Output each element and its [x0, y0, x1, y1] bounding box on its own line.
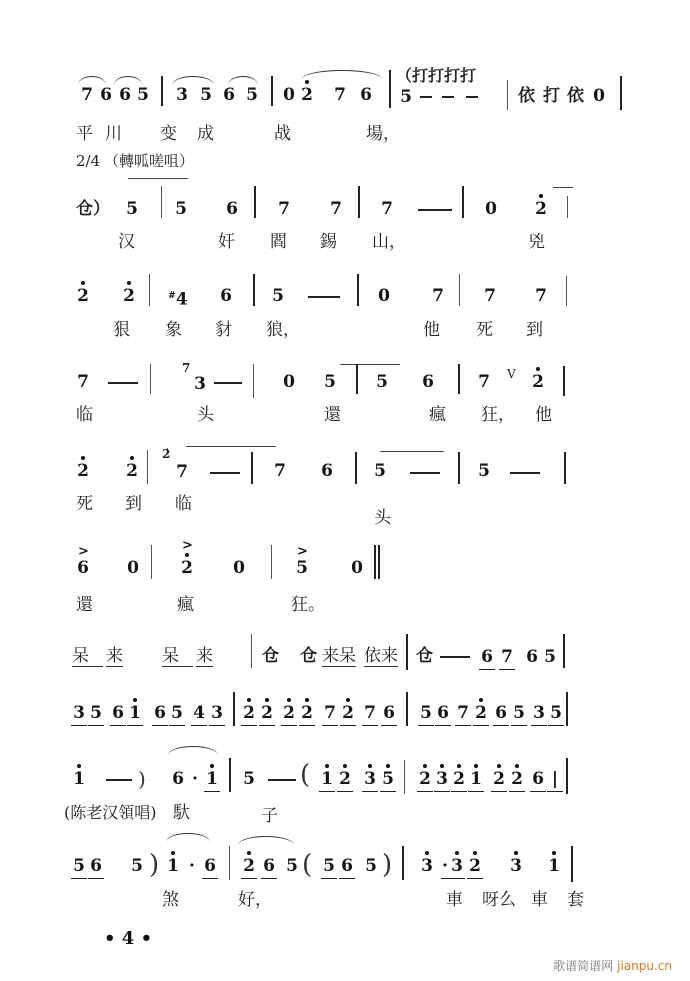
lyric: 場，: [366, 124, 400, 144]
percussion-syllable: 仓: [300, 646, 317, 666]
note: 6: [360, 85, 372, 105]
note-high: 1: [167, 856, 179, 876]
lyric: 汉: [118, 232, 135, 252]
barline: [151, 545, 152, 579]
barline: [406, 634, 408, 670]
lyric: 好，: [238, 890, 272, 910]
dot-augmentation: ·: [442, 856, 448, 876]
note: 0: [127, 558, 139, 578]
note: 6: [226, 199, 238, 219]
time-signature: 2/4: [76, 152, 101, 170]
note: 0: [485, 199, 497, 219]
note-high: 2: [532, 372, 544, 392]
note-high: 1: [206, 769, 218, 789]
extension-dash: [466, 96, 478, 98]
note-high: 2: [126, 461, 138, 481]
extension-dash: [440, 656, 470, 658]
note: 3: [211, 703, 223, 723]
final-barline: [374, 545, 376, 579]
note-high: 2: [535, 199, 547, 219]
extension-dash: [108, 382, 138, 384]
lyric: 平: [76, 124, 93, 144]
tie: [186, 446, 276, 447]
note-high: 1: [548, 856, 560, 876]
tie: [340, 364, 400, 365]
note: 5: [544, 647, 556, 667]
note: 6: [481, 647, 493, 667]
note: 7: [484, 286, 496, 306]
extension-dash: [210, 472, 240, 474]
lyric: 狼，: [266, 320, 300, 340]
extension-dash: [418, 209, 452, 211]
barline: [254, 186, 256, 218]
dot-augmentation: ·: [192, 769, 198, 789]
note-high: 2: [123, 286, 135, 306]
lyric: 豺: [215, 320, 232, 340]
percussion-syllable: 仓: [262, 646, 279, 666]
lyric: 瘋: [177, 595, 194, 615]
lyric: 头: [374, 508, 391, 528]
note: 0: [351, 558, 363, 578]
lyric: 子: [261, 806, 278, 826]
note: 2: [493, 769, 505, 789]
note: 7: [278, 199, 290, 219]
lyric: 還: [76, 595, 93, 615]
note: 6: [119, 85, 131, 105]
note: 6: [495, 703, 507, 723]
percussion-syllables: （打打打打: [396, 66, 477, 85]
note-high: 2: [243, 856, 255, 876]
barline: [458, 452, 460, 484]
barline: [406, 692, 408, 726]
note: 7: [432, 286, 444, 306]
note: 5: [296, 558, 308, 578]
note: 7: [81, 85, 93, 105]
note-high: 2: [342, 703, 354, 723]
note: 5: [400, 87, 412, 107]
percussion-note: （轉呱嗟咀）: [104, 152, 195, 170]
note: 6: [77, 558, 89, 578]
note: 6: [321, 461, 333, 481]
lyric: 死: [76, 494, 93, 514]
slur: [168, 746, 218, 755]
note: 7: [478, 372, 490, 392]
lyric: 錫: [320, 232, 337, 252]
barline: [253, 364, 254, 398]
slur: [302, 70, 382, 79]
barline: [251, 452, 253, 484]
note: 0: [283, 372, 295, 392]
note: 7: [274, 461, 286, 481]
note: 0: [283, 85, 295, 105]
note-high: 2: [77, 461, 89, 481]
lyric: 兇: [528, 232, 545, 252]
barline: [233, 692, 235, 726]
note-high: 2: [419, 769, 431, 789]
note: 2: [301, 85, 313, 105]
barline: [253, 274, 255, 306]
note: 0: [378, 286, 390, 306]
percussion-syllable: 来: [106, 646, 123, 666]
dot-augmentation: ·: [189, 856, 195, 876]
note-with-grace: 7: [176, 462, 188, 482]
barline: [507, 80, 508, 110]
note-high: 2: [339, 769, 351, 789]
paren-close: ): [138, 767, 146, 791]
note: 3: [176, 85, 188, 105]
note-high: 2: [511, 769, 523, 789]
barline: [402, 846, 404, 880]
lyric: 头: [197, 405, 214, 425]
slur: [238, 836, 294, 845]
note: 6: [223, 85, 235, 105]
note: 5: [478, 461, 490, 481]
lyric: 山，: [372, 232, 406, 252]
note: 6: [422, 372, 434, 392]
barline: [566, 758, 568, 794]
note: 5: [131, 856, 143, 876]
barline: [458, 364, 460, 394]
note: |: [548, 769, 562, 789]
page-number: • 4 •: [104, 928, 153, 949]
extension-dash: [308, 296, 340, 298]
lyric: 战: [274, 124, 291, 144]
percussion-syllable: 呆: [72, 646, 103, 667]
note: 5: [376, 372, 388, 392]
barline: [149, 274, 150, 306]
note: 5: [324, 372, 336, 392]
note: 6: [154, 703, 166, 723]
note-high: 1: [321, 769, 333, 789]
note-high: 2: [453, 769, 465, 789]
note: 3: [533, 703, 545, 723]
note: 7: [381, 199, 393, 219]
note: 0: [233, 558, 245, 578]
note: 7: [457, 703, 469, 723]
percussion-syllable: 来呆: [322, 646, 356, 666]
note-high: 1: [129, 703, 141, 723]
note: 4: [193, 703, 205, 723]
note-with-grace: 3: [194, 374, 206, 394]
note-high: 2: [77, 286, 89, 306]
note: 7: [334, 85, 346, 105]
barline: [357, 274, 359, 306]
barline: [620, 76, 622, 110]
note: 5: [126, 199, 138, 219]
note: 7: [501, 647, 513, 667]
note: 5: [272, 286, 284, 306]
paren-open: (: [302, 850, 313, 880]
watermark-site-name: 歌谱简谱网: [553, 959, 614, 973]
note-high: 2: [181, 558, 193, 578]
note-high: 1: [470, 769, 482, 789]
lyric: 狠: [113, 320, 130, 340]
note: 6: [263, 856, 275, 876]
note: 6: [383, 703, 395, 723]
lyric: 他: [423, 320, 440, 340]
note: 5: [243, 769, 255, 789]
note: 5: [200, 85, 212, 105]
lyric: 象: [165, 320, 182, 340]
note: 6: [90, 856, 102, 876]
note-high: 2: [301, 703, 313, 723]
note: 5: [175, 199, 187, 219]
note-high: 2: [475, 703, 487, 723]
breath-mark: V: [507, 367, 516, 381]
percussion-syllable: 来: [196, 646, 213, 666]
note-high: 3: [510, 856, 522, 876]
note: 7: [364, 703, 376, 723]
barline: [566, 276, 567, 306]
lyric: 馱: [173, 803, 190, 823]
tie: [128, 178, 188, 179]
barline: [459, 274, 460, 306]
extension-dash: [420, 96, 432, 98]
note: 6: [526, 647, 538, 667]
barline: [229, 846, 230, 880]
note: 0: [593, 86, 605, 106]
lyric: 奸: [218, 232, 235, 252]
lyric: 他: [535, 405, 552, 425]
percussion-syllable: 呆: [162, 646, 193, 667]
lyric: 煞: [162, 890, 179, 910]
barline: [150, 364, 151, 394]
slur: [172, 76, 214, 85]
barline: [567, 196, 568, 218]
lyric: 变: [160, 124, 177, 144]
note: 6: [532, 769, 544, 789]
accent-mark: >: [78, 544, 89, 559]
barline: [251, 634, 252, 668]
paren-close: ): [382, 850, 393, 880]
barline: [563, 634, 565, 668]
note: 5: [90, 703, 102, 723]
slur: [228, 76, 258, 85]
barline: [356, 364, 358, 394]
note: 6: [172, 769, 184, 789]
note: 3: [73, 703, 85, 723]
lyric: 套: [567, 890, 584, 910]
percussion-prefix: 仓）: [76, 199, 110, 219]
lyric: 狂。: [291, 595, 325, 615]
lyric: 临: [76, 405, 93, 425]
note: 6: [341, 856, 353, 876]
lyric: 狂，: [481, 405, 515, 425]
lyric: 死: [476, 320, 493, 340]
note: 7: [330, 199, 342, 219]
note: 6: [100, 85, 112, 105]
slur: [166, 833, 210, 842]
note-high: 3: [421, 856, 433, 876]
lyric: 到: [526, 320, 543, 340]
watermark-domain: jianpu.cn: [617, 959, 672, 973]
barline: [563, 366, 565, 396]
lyric: 成: [197, 124, 214, 144]
note: 5: [73, 856, 85, 876]
barline: [571, 846, 573, 882]
note-sharp: #4: [168, 289, 188, 310]
extension-dash: [214, 382, 242, 384]
paren-open: (: [300, 760, 311, 790]
percussion-syllable: 依来: [364, 646, 398, 666]
percussion-syllable: 依: [518, 86, 535, 106]
extension-dash: [106, 779, 132, 781]
note: 5: [420, 703, 432, 723]
extension-dash: [268, 779, 296, 781]
extension-dash: [510, 472, 540, 474]
lyric-prefix: (陈老汉領唱): [64, 803, 157, 822]
note-high: 2: [283, 703, 295, 723]
barline: [566, 692, 568, 726]
barline: [564, 452, 566, 484]
note: 5: [513, 703, 525, 723]
note: 6: [112, 703, 124, 723]
extension-dash: [410, 472, 440, 474]
barline: [229, 758, 231, 792]
note: 5: [550, 703, 562, 723]
note: 5: [365, 856, 377, 876]
grace-note: 2̇: [162, 447, 171, 461]
note: 5: [374, 461, 386, 481]
extension-dash: [442, 96, 454, 98]
percussion-syllable: 依: [567, 86, 584, 106]
accent-mark: >: [182, 538, 193, 553]
note: 6: [220, 286, 232, 306]
barline: [389, 70, 391, 108]
note: 5: [137, 85, 149, 105]
note: 6: [204, 856, 216, 876]
lyric: 車: [531, 890, 548, 910]
lyric: 临: [175, 494, 192, 514]
note-high: 3: [451, 856, 463, 876]
note: 6: [437, 703, 449, 723]
note-high: 2: [469, 856, 481, 876]
note: 5: [246, 85, 258, 105]
slur: [114, 76, 142, 85]
note: 7: [77, 372, 89, 392]
watermark: [553, 957, 672, 974]
barline: [161, 186, 162, 218]
barline: [358, 186, 360, 218]
percussion-syllable: 仓: [416, 646, 433, 666]
note-high: 2: [243, 703, 255, 723]
barline: [462, 186, 464, 218]
lyric: 到: [125, 494, 142, 514]
lyric: 閻: [270, 232, 287, 252]
lyric: 瘋: [429, 405, 446, 425]
tie: [380, 451, 444, 452]
final-barline: [378, 545, 380, 579]
note-high: 3: [436, 769, 448, 789]
barline: [161, 76, 163, 106]
accent-mark: >: [297, 544, 308, 559]
note: 5: [171, 703, 183, 723]
barline: [271, 545, 272, 579]
grace-note: 7: [182, 361, 191, 375]
note: 7: [535, 286, 547, 306]
lyric: 車: [446, 890, 463, 910]
lyric: 還: [324, 405, 341, 425]
note: 5: [286, 856, 298, 876]
percussion-syllable: 打: [543, 86, 560, 106]
note-high: 5: [382, 769, 394, 789]
tie-start: [553, 187, 573, 188]
paren-close: ): [149, 850, 160, 880]
slur: [78, 76, 106, 85]
note: 7: [324, 703, 336, 723]
barline: [404, 760, 405, 794]
note-high: 1: [73, 769, 85, 789]
note-high: 2: [261, 703, 273, 723]
barline: [271, 76, 273, 106]
lyric: 呀么: [482, 890, 516, 910]
barline: [355, 452, 357, 484]
lyric: 川: [105, 124, 122, 144]
note-high: 3: [364, 769, 376, 789]
note: 5: [323, 856, 335, 876]
barline: [147, 450, 148, 484]
